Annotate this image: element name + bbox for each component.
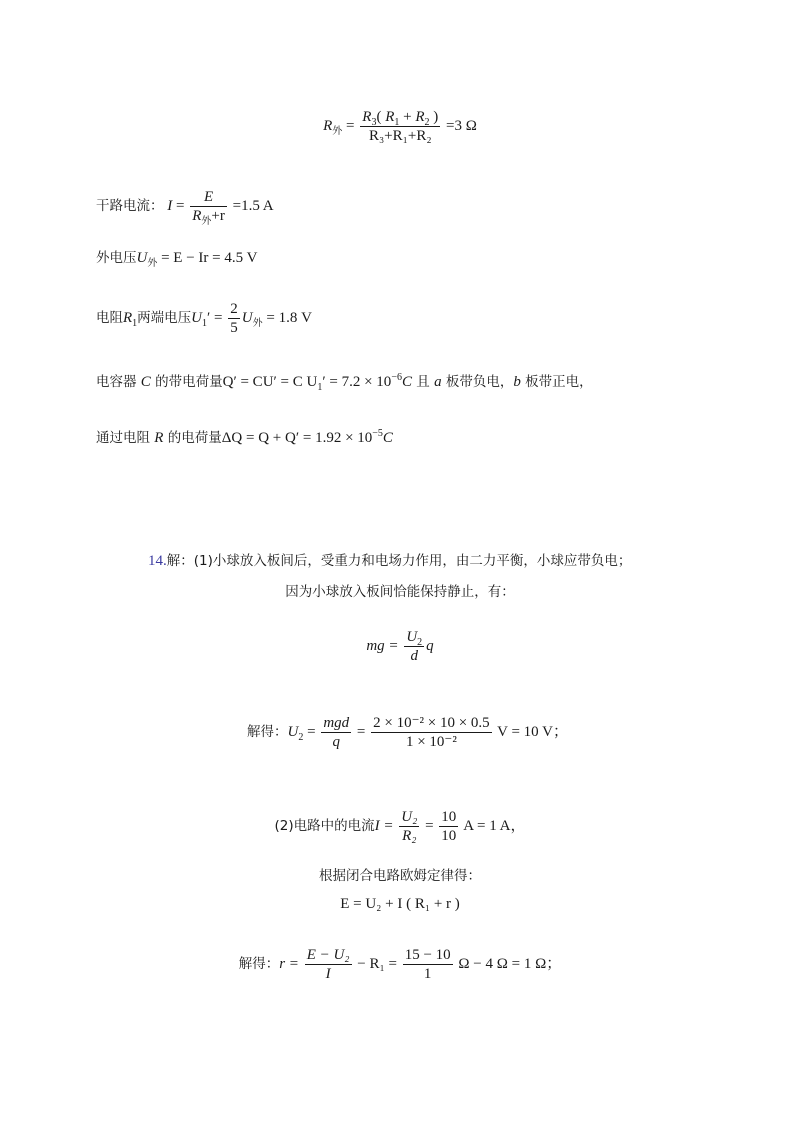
fraction-numeric-r: $\frac{15 - 10}{1}$: [404, 947, 451, 982]
equation-solve-u2: 解得：$U_2$ = $\frac{\text{mgd}}{q}$ = $\frac{\text{2 × 10⁻² × 10 × 0.5}}{\text{1 × 10⁻²}}$ V = 10 V；: [247, 715, 568, 750]
fraction-ten-over-ten: $\frac{10}{10}$: [441, 809, 457, 844]
q14-reason: 因为小球放入板间恰能保持静止，有：: [285, 584, 515, 600]
q14-intro: 14.解：(1)小球放入板间后，受重力和电场力作用，由二力平衡，小球应带负电；: [148, 553, 632, 569]
q14-ohm-law: 根据闭合电路欧姆定律得：: [319, 868, 481, 884]
fraction-external-resistance: $\frac{R_3( R_1 + R_2 )}{\text{R₃+R₁+R₂}}$: [362, 109, 439, 144]
equation-circuit-current: (2)电路中的电流I = $\frac{\text{U₂}}{\text{R₂}}$ = $\frac{10}{10}$ A = 1 A，: [274, 809, 526, 844]
equation-ohm-law: E = U₂ + I ( R₁ + r ): [340, 896, 460, 912]
equation-solve-r: 解得：r = $\frac{\text{E − U₂}}{I}$ − R₁ = $\frac{15 - 10}{1}$ Ω − 4 Ω = 1 Ω；: [238, 947, 562, 982]
fraction-main-current: $\frac{E}{R_外+r}$: [192, 189, 225, 227]
line-total-charge: 通过电阻 R 的电荷量$\Delta Q = Q + Q' = 1.92 \times 10^{-5}C$: [96, 428, 393, 446]
line-main-current: 干路电流： I = $\frac{E}{R_外+r}$ =1.5 A: [96, 189, 274, 227]
equation-balance: mg = $\frac{U_2}{d}$ q: [366, 629, 434, 664]
fraction-two-fifths: $\frac{2}{5}$: [230, 301, 238, 336]
fraction-u2-over-d: $\frac{U_2}{d}$: [406, 629, 423, 664]
line-external-voltage: 外电压$U_外 = E - Ir = 4.5$ V: [96, 250, 258, 269]
line-r1-voltage: 电阻$R_1$两端电压$U_1'$ = $\frac{2}{5}$ $U_外 = 1.8$ V: [96, 301, 312, 336]
fraction-numeric-u2: $\frac{\text{2 × 10⁻² × 10 × 0.5}}{\text{1 × 10⁻²}}$: [373, 715, 490, 750]
fraction-mgd-over-q: $\frac{\text{mgd}}{q}$: [323, 715, 350, 750]
equation-external-resistance: $R_外$ = $\frac{R_3( R_1 + R_2 )}{\text{R₃+R₁+R₂}}$ =3 Ω: [323, 109, 477, 144]
fraction-u2-over-r2: $\frac{\text{U₂}}{\text{R₂}}$: [401, 809, 418, 844]
line-capacitor-charge: 电容器 C 的带电荷量Q′ = CU′ = C $U_1' = 7.2 \times 10^{-6}C$ 且 a 板带负电，b 板带正电，: [96, 372, 593, 393]
fraction-e-minus-u2-over-i: $\frac{\text{E − U₂}}{I}$: [306, 947, 350, 982]
